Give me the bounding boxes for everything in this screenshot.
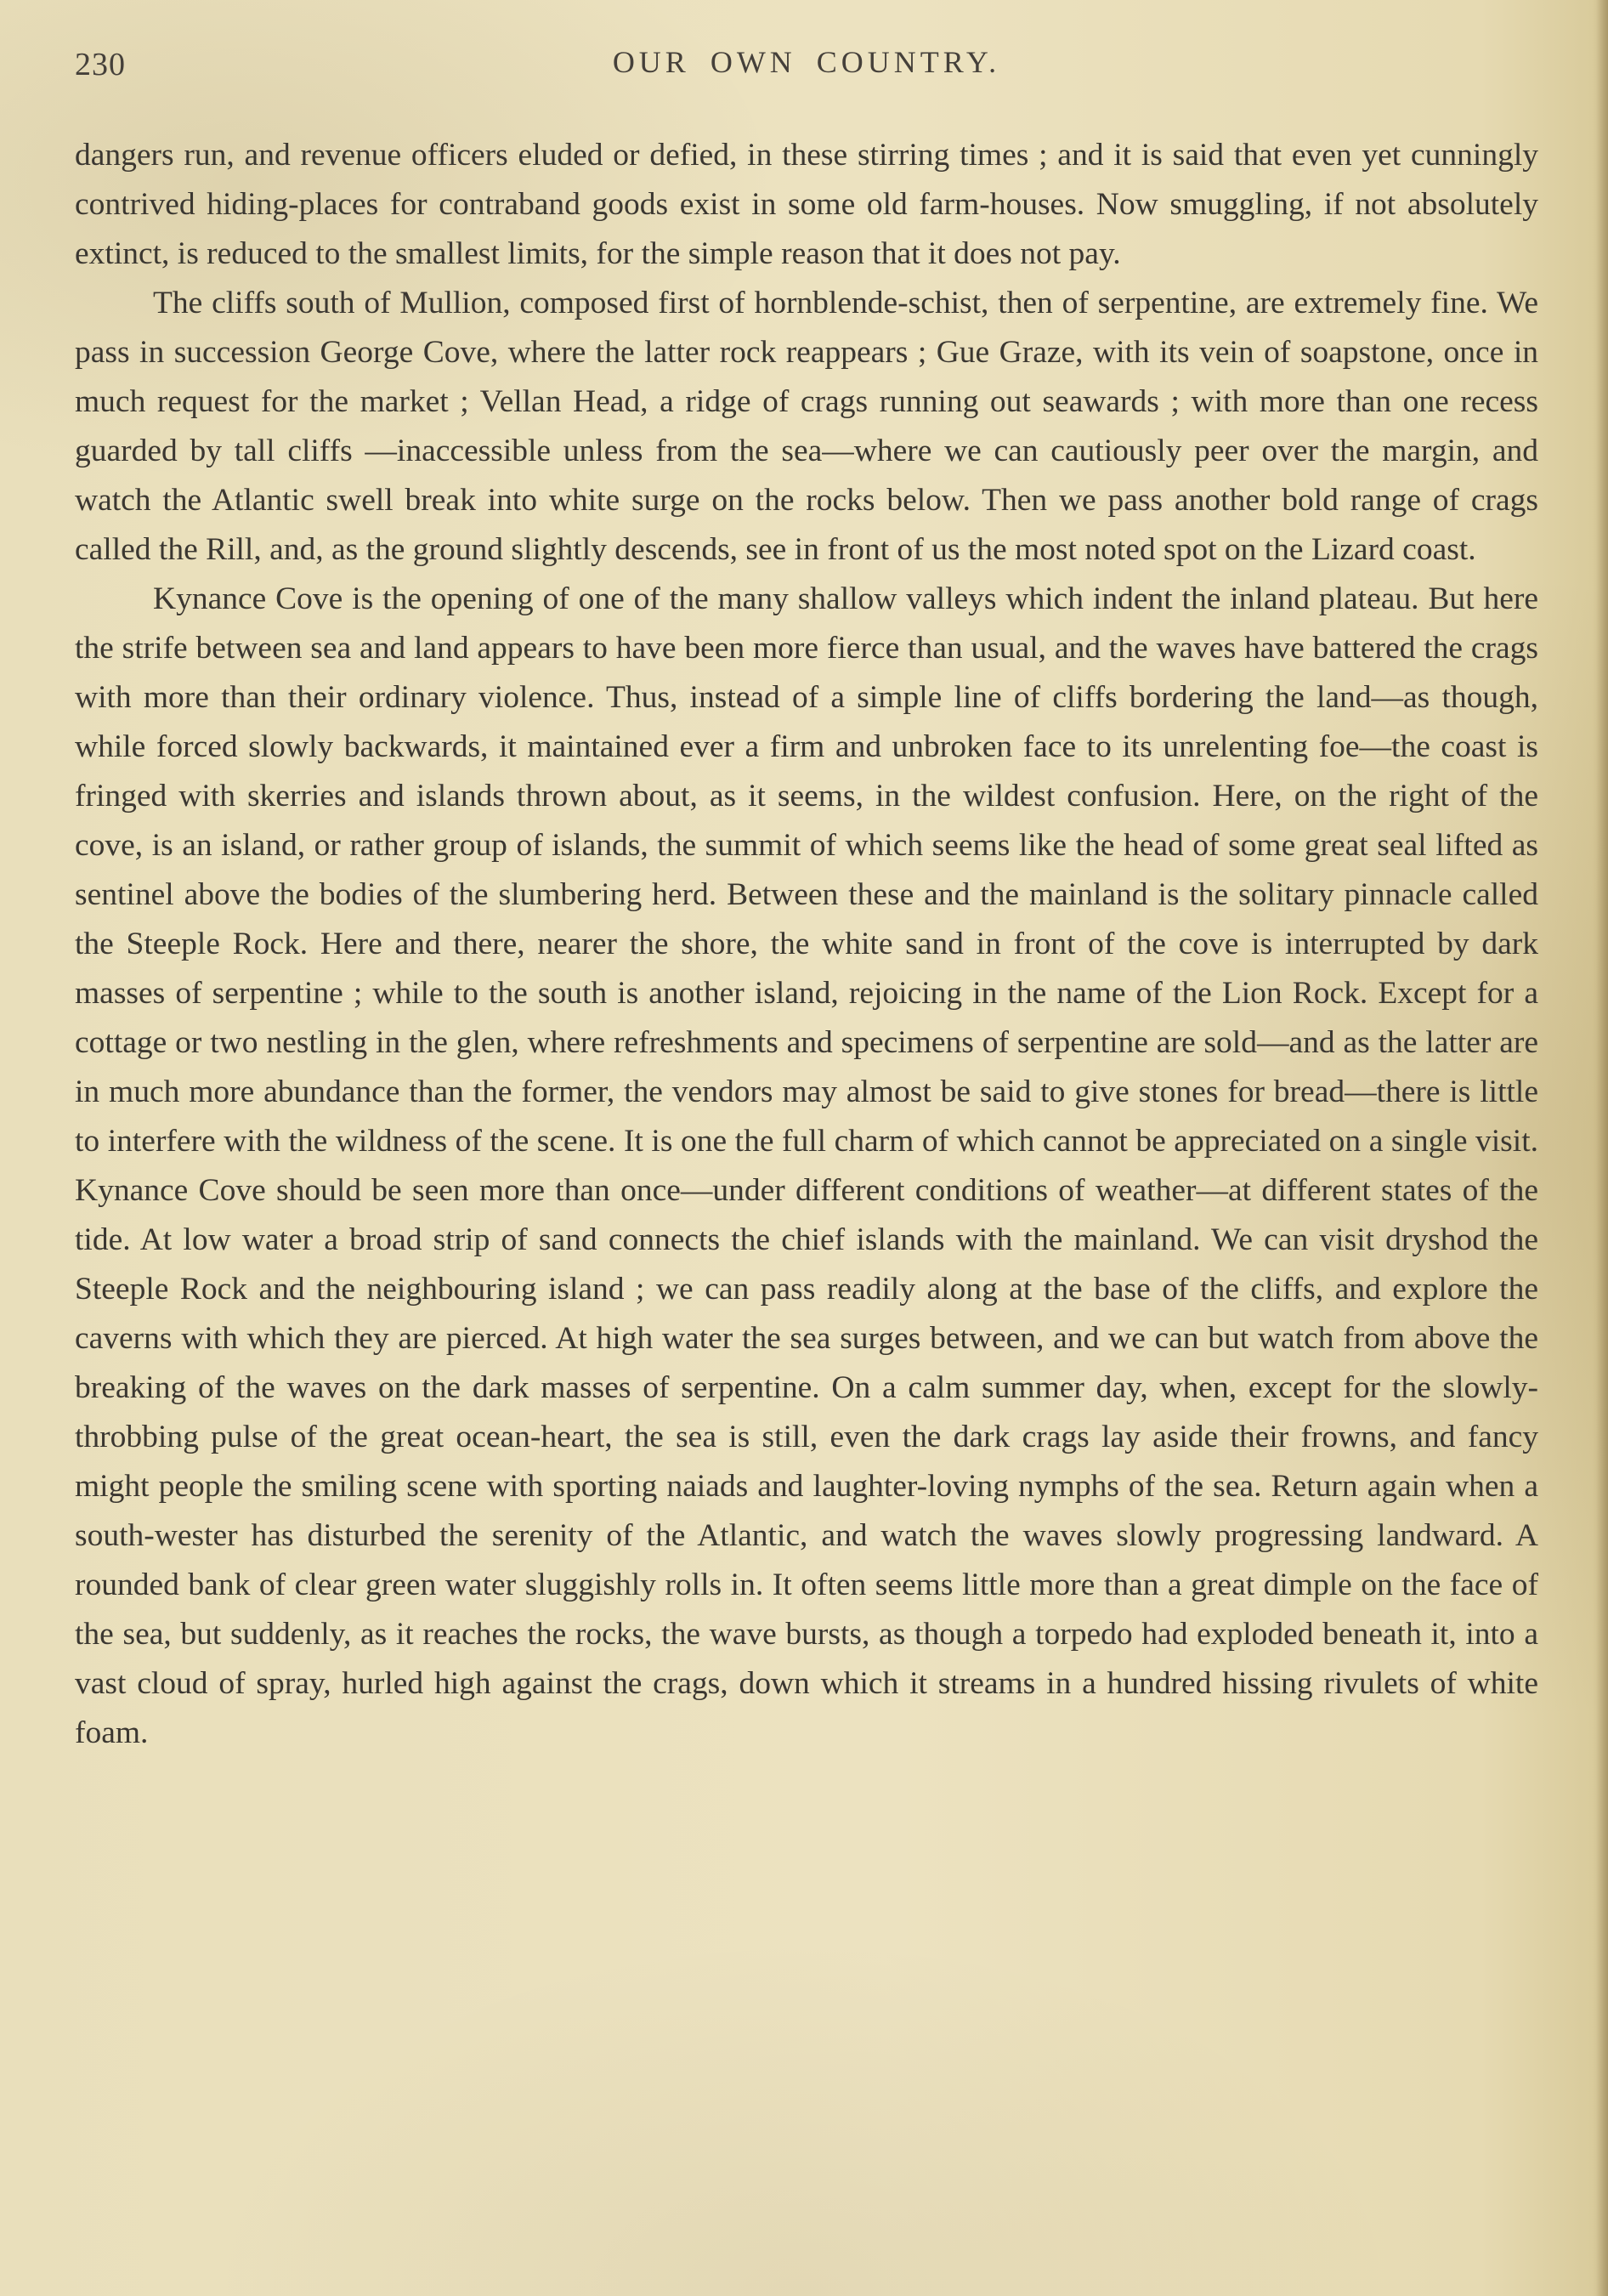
paragraph: Kynance Cove is the opening of one of the many shallow valleys which indent the inland plateau. But here the strife between sea and land appears to have been more fierce than usual, and the waves have battered the crags with more than their ordinary violence. Thus, instead of a simple line of cliffs bordering the land—as though, while forced slowly backwards, it maintained ever a firm and unbroken face to its unrelenting foe—the coast is fringed with skerries and islands thrown about, as it seems, in the wildest confusion. Here, on the right of the cove, is an island, or rather group of islands, the summit of which seems like the head of some great seal lifted as sentinel above the bodies of the slumbering herd. Between these and the mainland is the solitary pinnacle called the Steeple Rock. Here and there, nearer the shore, the white sand in front of the cove is interrupted by dark masses of serpentine ; while to the south is another island, rejoicing in the name of the Lion Rock. Except for a cottage or two nestling in the glen, where refreshments and specimens of serpentine are sold—and as the latter are in much more abundance than the former, the vendors may almost be said to give stones for bread—there is little to interfere with the wildness of the scene. It is one the full charm of which cannot be appreciated on a single visit. Kynance Cove should be seen more than once—under different conditions of weather—at different states of the tide. At low water a broad strip of sand connects the chief islands with the mainland. We can visit dryshod the Steeple Rock and the neighbouring island ; we can pass readily along at the base of the cliffs, and explore the caverns with which they are pierced. At high water the sea surges between, and we can but watch from above the breaking of the waves on the dark masses of serpentine. On a calm summer day, when, except for the slowly-throbbing pulse of the great ocean-heart, the sea is still, even the dark crags lay aside their frowns, and fancy might people the smiling scene with sporting naiads and laughter-loving nymphs of the sea. Return again when a south-wester has disturbed the serenity of the Atlantic, and watch the waves slowly progressing landward. A rounded bank of clear green water sluggishly rolls in. It often seems little more than a great dimple on the face of the sea, but suddenly, as it reaches the rocks, the wave bursts, as though a torpedo had exploded beneath it, into a vast cloud of spray, hurled high against the crags, down which it streams in a hundred hissing rivulets of white foam.	[75, 581, 1538, 1750]
page-text-block	[75, 131, 1538, 1758]
page-header	[75, 41, 1538, 100]
paragraph: The cliffs south of Mullion, composed first of hornblende-schist, then of serpentine, are extremely fine. We pass in succession George Cove, where the latter rock reappears ; Gue Graze, with its vein of soapstone, once in much request for the market ; Vellan Head, a ridge of crags running out seawards ; with more than one recess guarded by tall cliffs —inaccessible unless from the sea—where we can cautiously peer over the margin, and watch the Atlantic swell break into white surge on the rocks below. Then we pass another bold range of crags called the Rill, and, as the ground slightly descends, see in front of us the most noted spot on the Lizard coast.	[75, 286, 1538, 567]
paragraph-continuation: dangers run, and revenue officers eluded or defied, in these stirring times ; and it is said that even yet cunningly contrived hiding-places for contraband goods exist in some old farm-houses. Now smuggling, if not absolutely extinct, is reduced to the smallest limits, for the simple reason that it does not pay.	[75, 138, 1538, 271]
page-number: 230	[75, 47, 126, 82]
running-title: OUR OWN COUNTRY.	[612, 45, 1001, 79]
